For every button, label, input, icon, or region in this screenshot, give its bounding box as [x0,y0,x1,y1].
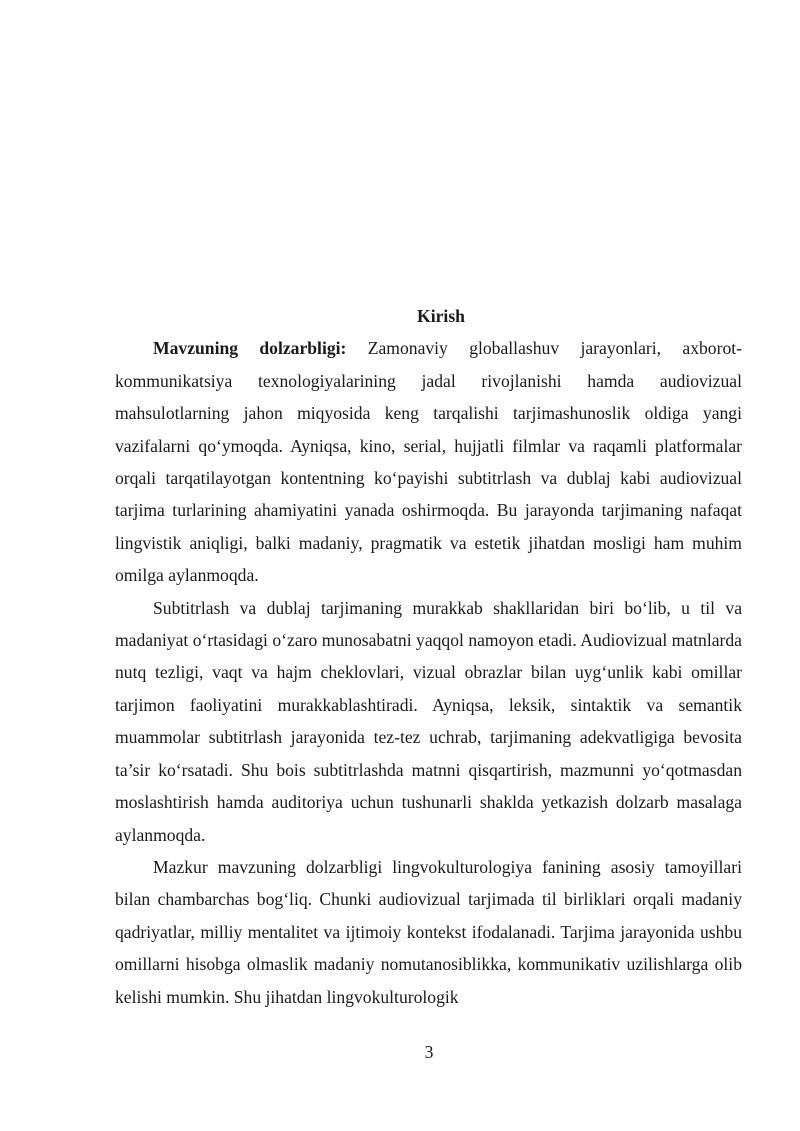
paragraph-subtitling [115,592,742,851]
paragraph-text: Zamonaviy globallashuv jarayonlari, axborot-kommunikatsiya texnologiyalarining jadal rivojlanishi hamda audiovizual mahsulotlarning jahon miqyosida keng tarqalishi tarjimashunoslik oldiga yangi vazifalarni qo‘ymoqda. Ayniqsa, kino, serial, hujjatli filmlar va raqamli platformalar orqali tarqatilayotgan kontentning ko‘payishi subtitrlash va dublaj kabi audiovizual tarjima turlarining ahamiyatini yanada oshirmoqda. Bu jarayonda tarjimaning nafaqat lingvistik aniqligi, balki madaniy, pragmatik va estetik jihatdan mosligi ham muhim omilga aylanmoqda. [115,338,742,586]
section-heading: Kirish [417,306,465,326]
paragraph-lead: Mavzuning dolzarbligi: [153,338,347,359]
paragraph-relevance [115,332,742,591]
paragraph-text: Mazkur mavzuning dolzarbligi lingvokulturologiya fanining asosiy tamoyillari bilan chambarchas bog‘liq. Chunki audiovizual tarjimada til birliklari orqali madaniy qadriyatlar, milliy mentalitet va ijtimoiy kontekst ifodalanadi. Tarjima jarayonida ushbu omillarni hisobga olmaslik madaniy nomutanosiblikka, kommunikativ uzilishlarga olib kelishi mumkin. Shu jihatdan lingvokulturologik [115,856,742,1007]
paragraph-lingvoculturology [115,851,742,1013]
paragraph-text: Subtitrlash va dublaj tarjimaning murakkab shakllaridan biri bo‘lib, u til va madaniyat o‘rtasidagi o‘zaro munosabatni yaqqol namoyon etadi. Audiovizual matnlarda nutq tezligi, vaqt va hajm cheklovlari, vizual obrazlar bilan uyg‘unlik kabi omillar tarjimon faoliyatini murakkablashtiradi. Ayniqsa, leksik, sintaktik va semantik muammolar subtitrlash jarayonida tez-tez uchrab, tarjimaning adekvatligiga bevosita ta’sir ko‘rsatadi. Shu bois subtitrlashda matnni qisqartirish, mazmunni yo‘qotmasdan moslashtirish hamda auditoriya uchun tushunarli shaklda yetkazish dolzarb masalaga aylanmoqda. [115,597,742,845]
page-number: 3 [424,1042,434,1062]
page-body [115,300,742,1013]
